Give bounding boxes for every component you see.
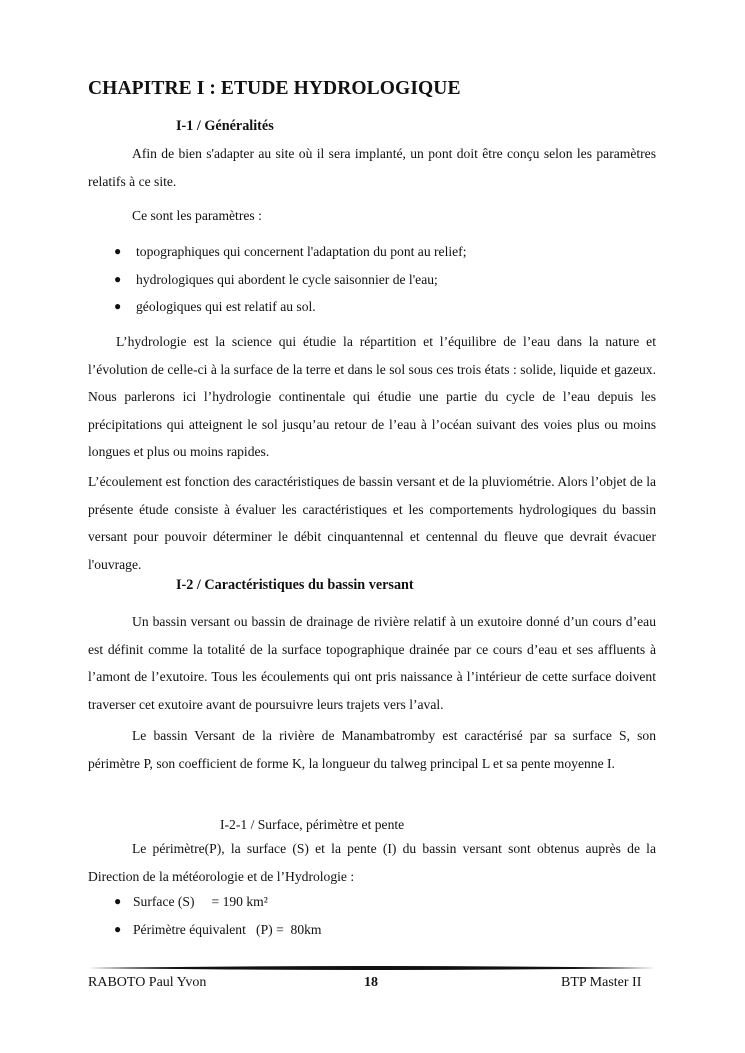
paragraph-manambatromby: Le bassin Versant de la rivière de Manambatromby est caractérisé par sa surface S, son périmètre P, son coefficient de forme K, la longueur du talweg principal L et sa pente moyenne I. — [88, 728, 656, 771]
section-heading-bassin-versant: I-2 / Caractéristiques du bassin versant — [176, 577, 414, 593]
footer-divider — [88, 965, 656, 971]
footer-page-number: 18 — [364, 975, 378, 990]
bullet-icon: ● — [114, 921, 122, 936]
paragraph-definition: Un bassin versant ou bassin de drainage de rivière relatif à un exutoire donné d’un cours d’eau est définit comme la totalité de la surface topographique drainée par ce cours d’eau et ses affluents à l’amont de l’exutoire. Tous les écoulements qui ont pris naissance à l’intérieur de cette surface doivent traverser cet exutoire avant de poursuivre leurs trajets vers l’aval. — [88, 614, 656, 712]
footer-author: RABOTO Paul Yvon — [88, 975, 207, 990]
list-item: ● topographiques qui concernent l'adaptation du pont au relief; — [88, 238, 656, 266]
bullet-icon: ● — [114, 894, 122, 908]
list-item: ● géologiques qui est relatif au sol. — [88, 293, 656, 321]
paragraph-params-intro: Ce sont les paramètres : — [132, 208, 262, 223]
paragraph-ecoulement: L’écoulement est fonction des caractéristiques de bassin versant et de la pluviométrie. Alors l’objet de la présente étude consiste à évaluer les caractéristiques et les comportements hydrologiques du bassin versant pour pouvoir déterminer le débit cinquantennal et centennal du fleuve que devrait évacuer l'ouvrage. — [88, 474, 656, 572]
parameters-list — [88, 238, 656, 321]
bullet-icon: ● — [114, 299, 122, 313]
section-heading-generalites: I-1 / Généralités — [176, 118, 274, 134]
paragraph-subsection-intro: Le périmètre(P), la surface (S) et la pente (I) du bassin versant sont obtenus auprès de la Direction de la météorologie et de l’Hydrologie : — [88, 841, 656, 884]
subsection-heading: I-2-1 / Surface, périmètre et pente — [220, 817, 405, 832]
list-item: ● hydrologiques qui abordent le cycle saisonnier de l'eau; — [88, 266, 656, 294]
paragraph-intro: Afin de bien s'adapter au site où il sera implanté, un pont doit être conçu selon les paramètres relatifs à ce site. — [88, 146, 656, 189]
chapter-title: CHAPITRE I : ETUDE HYDROLOGIQUE — [88, 78, 461, 99]
measurements-list — [88, 888, 656, 943]
list-item: ● Périmètre équivalent (P) = 80km — [88, 916, 656, 944]
bullet-icon: ● — [114, 271, 122, 286]
bullet-icon: ● — [114, 244, 122, 258]
list-item: ● Surface (S) = 190 km² — [88, 888, 656, 916]
footer-program: BTP Master II — [561, 975, 642, 990]
paragraph-hydrologie: L’hydrologie est la science qui étudie la répartition et l’équilibre de l’eau dans la nature et l’évolution de celle-ci à la surface de la terre et dans le sol sous ces trois états : solide, liquide et gazeux. Nous parlerons ici l’hydrologie continentale qui étudie une partie du cycle de l’eau depuis les précipitations qui atteignent le sol jusqu’au retour de l’eau à l’océan suivant des voies plus ou moins longues et plus ou moins rapides. — [88, 334, 656, 459]
